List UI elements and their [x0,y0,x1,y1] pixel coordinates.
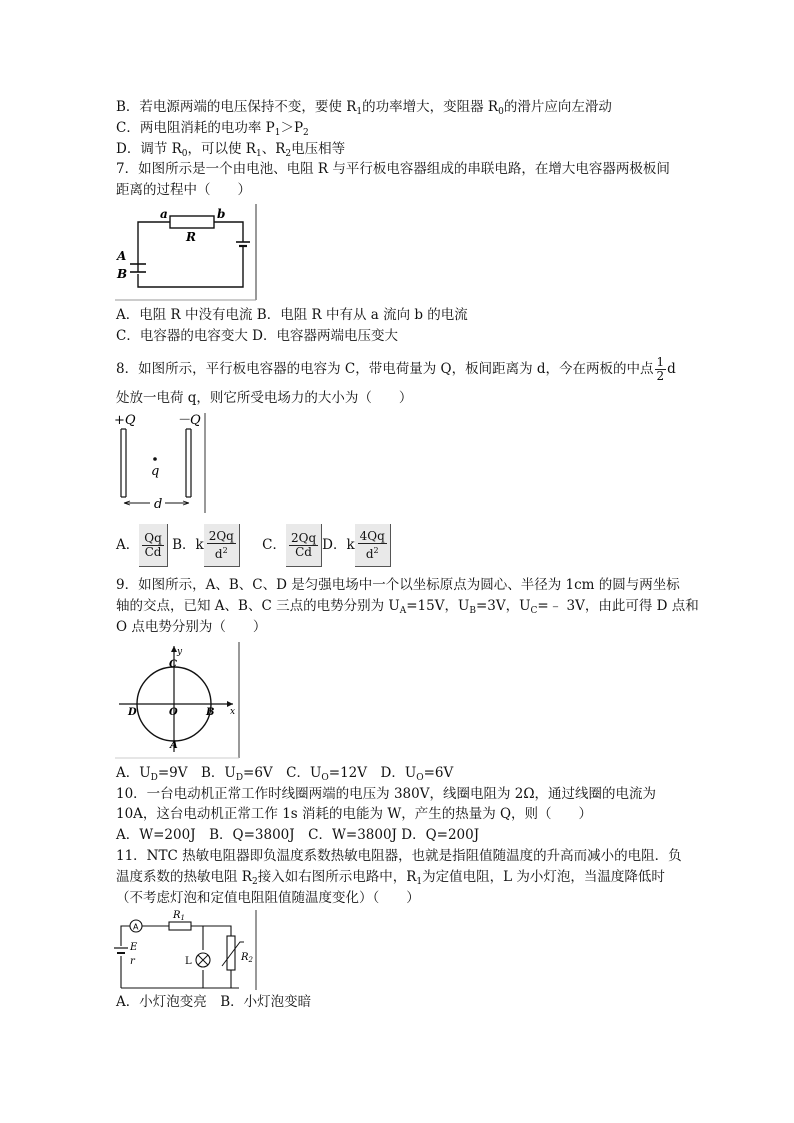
fig9-point-d: D [128,707,137,718]
fig8-label-minus-q: －Q [177,413,201,428]
q7-circuit-figure [113,202,263,302]
fig11-e-label: E [130,942,138,953]
q11-options: A．小灯泡变亮 B．小灯泡变暗 [116,994,312,1010]
option-d-formula: $\frac{4Qq}{d^2}$ [355,524,391,567]
q10-stem-line1: 10．一台电动机正常工作时线圈两端的电压为 380V，线圈电阻为 2Ω，通过线圈的电流为 [116,786,657,802]
q9-stem-line2: 轴的交点，已知 A、B、C 三点的电势分别为 $U_A=15V$，$U_B=3V$，$U_C=﹣$ 3V，由此可得 D 点和 [116,598,699,616]
q10-options: A．W=200J B．Q=3800J C．W=3800J D．Q=200J [116,827,480,843]
q6-option-c: C．两电阻消耗的电功率 $P_1>P_2$ [116,120,309,138]
q11-circuit-figure [113,908,263,992]
q6-option-d: D．调节 $R_0$，可以使 $R_1$、$R_2$电压相等 [116,141,346,159]
fig7-label-b: b [217,207,226,221]
option-a-formula: $\frac{Qq}{Cd}$ [139,524,168,567]
q10-stem-line2: 10A，这台电动机正常工作 1s 消耗的电能为 W，产生的热量为 Q，则（ ） [116,806,593,822]
q6-option-b: B．若电源两端的电压保持不变，要使 $R_1$的功率增大，变阻器 $R_0$的滑片应向左滑动 [116,99,612,117]
half-fraction: $\frac{1}{2}$ [656,355,665,383]
option-c-formula: $\frac{2Qq}{Cd}$ [286,524,322,567]
q8-stem-line1: 8．如图所示，平行板电容器的电容为 C，带电荷量为 Q，板间距离为 d，今在两板的中点 $\frac{1}{2}$ d [116,355,676,383]
q11-stem-line3: （不考虑灯泡和定值电阻阻值随温度变化）（ ） [116,890,420,906]
q11-stem-line2: 温度系数的热敏电阻 $R_2$接入如右图所示电路中，$R_1$为定值电阻，L 为小灯泡，当温度降低时 [116,869,665,887]
fig9-x-axis-label: x [230,707,236,717]
q8-options: A． $\frac{Qq}{Cd}$ B．k $\frac{2Qq}{d^2}$ C． $\frac{2Qq}{Cd}$ D．k $\frac{4Qq}{d^2}$ [116,524,391,567]
fig7-label-plate-b: B [117,267,128,281]
fig8-label-q: q [151,464,160,479]
q9-circle-figure [113,640,241,760]
q11-stem-line1: 11．NTC 热敏电阻器即负温度系数热敏电阻器，也就是指阻值随温度的升高而减小的电阻．负 [116,848,682,864]
q9-stem-line1: 9．如图所示，A、B、C、D 是匀强电场中一个以坐标原点为圆心、半径为 1cm 的圆与两坐标 [116,577,680,593]
fig8-label-plus-q: +Q [114,413,136,428]
q7-options-cd: C．电容器的电容变大 D．电容器两端电压变大 [116,328,398,344]
q7-stem-line2: 距离的过程中（ ） [116,182,251,198]
fig9-point-b: B [206,707,215,718]
q9-options: A．$U_D=9V$ B．$U_D=6V$ C．$U_O=12V$ D．$U_O=6V$ [116,765,454,783]
q9-stem-line3: O 点电势分别为（ ） [116,619,267,635]
fig7-label-plate-a: A [117,249,127,263]
q7-options-ab: A．电阻 R 中没有电流 B．电阻 R 中有从 a 流向 b 的电流 [116,307,468,323]
fig11-r2-label: $R_2$ [241,952,253,964]
fig11-l-label: L [185,956,192,967]
fig11-r-label: r [130,956,135,967]
fig9-point-c: C [169,659,177,670]
fig9-point-a: A [170,740,178,751]
fig8-label-d: d [154,497,163,512]
fig9-y-axis-label: y [177,647,183,657]
fig11-ammeter-label: A [133,922,139,932]
q8-capacitor-figure [113,411,213,515]
q8-stem-line2: 处放一电荷 q，则它所受电场力的大小为（ ） [116,390,413,406]
fig9-point-o: O [169,707,178,718]
fig7-label-r: R [186,230,196,244]
fig11-r1-label: $R_1$ [173,910,185,922]
q7-stem-line1: 7．如图所示是一个由电池、电阻 R 与平行板电容器组成的串联电路，在增大电容器两极板间 [116,161,670,177]
option-b-formula: $\frac{2Qq}{d^2}$ [204,524,240,567]
fig7-label-a: a [160,207,168,221]
